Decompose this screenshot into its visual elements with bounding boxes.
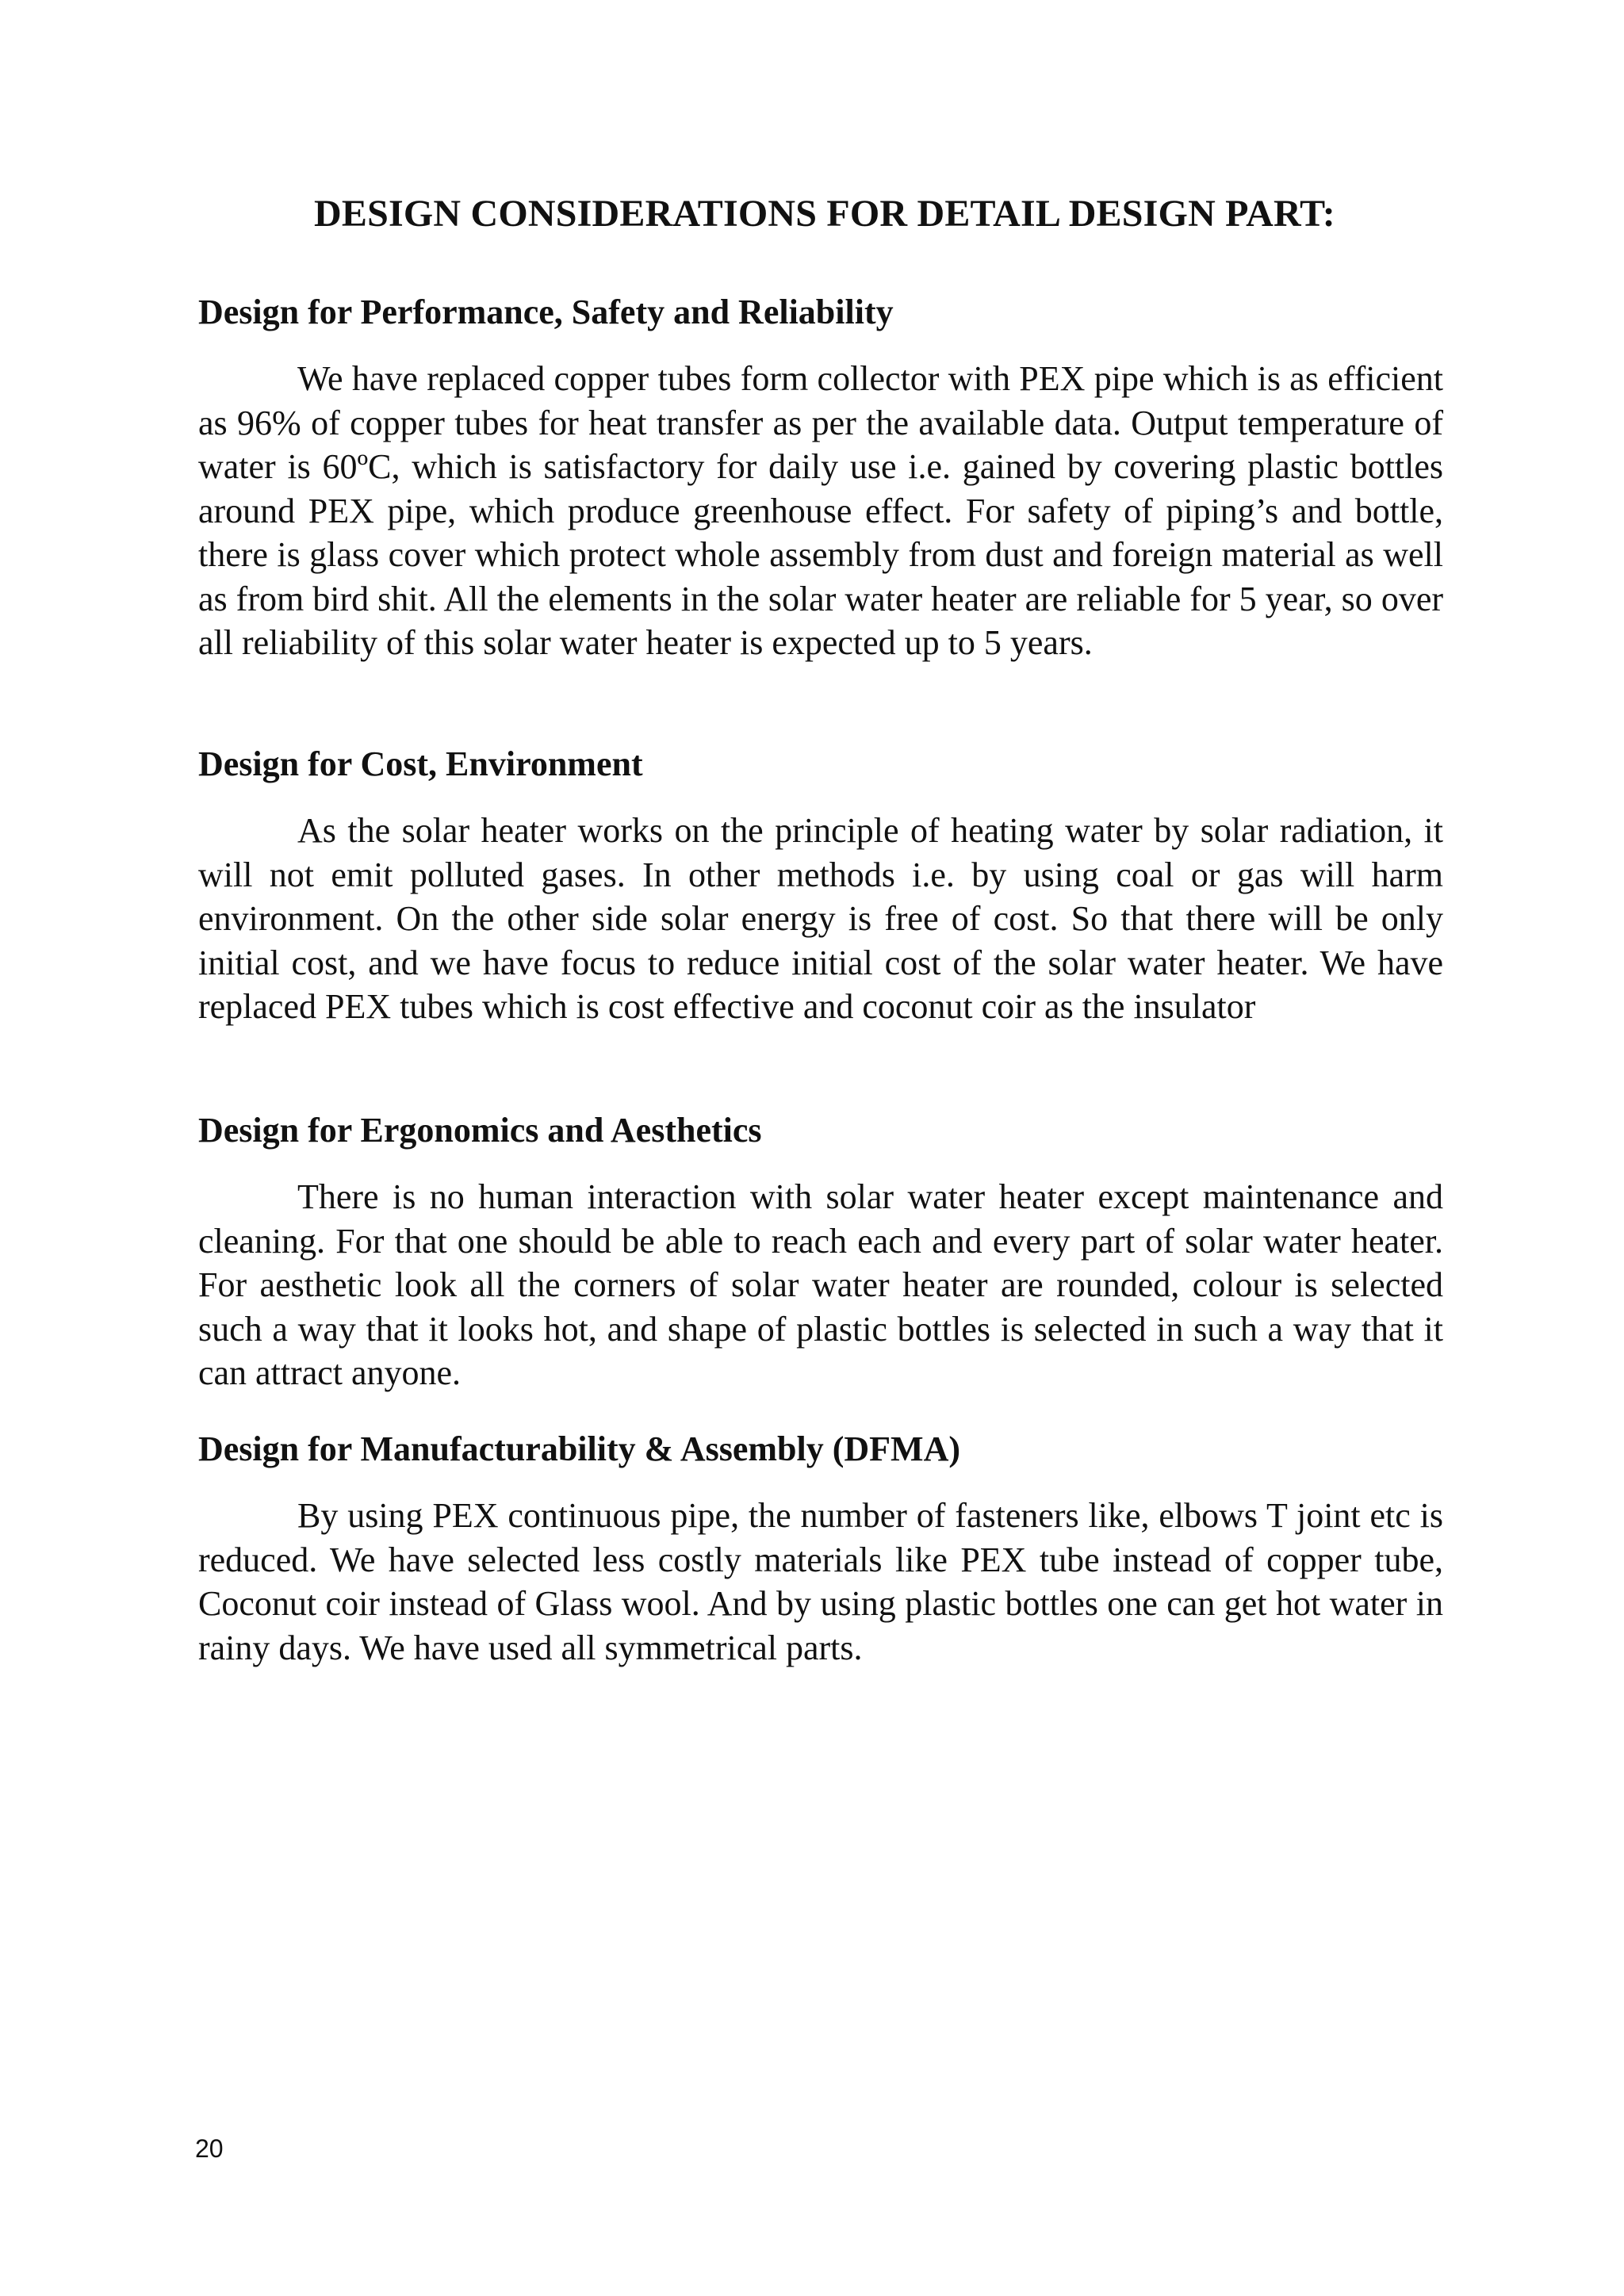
section-body: By using PEX continuous pipe, the number of fasteners like, elbows T joint etc is reduced. We have selected less costly materials like PEX tube instead of copper tube, Coconut coir instead of Glass wool. And by using plastic bottles one can get hot water in rainy days. We have used all symmetrical parts. (198, 1496, 1443, 1667)
page-number: 20 (195, 2134, 224, 2163)
page-title: DESIGN CONSIDERATIONS FOR DETAIL DESIGN PART: (314, 193, 1335, 235)
section-manufacturability-assembly (198, 1427, 1443, 1670)
section-heading: Design for Manufacturability & Assembly (DFMA) (198, 1429, 960, 1468)
section-heading: Design for Cost, Environment (198, 744, 643, 783)
section-body: There is no human interaction with solar water heater except maintenance and cleaning. For that one should be able to reach each and every part of solar water heater. For aesthetic look all the corners of solar water heater are rounded, colour is selected such a way that it looks hot, and shape of plastic bottles is selected in such a way that it can attract anyone. (198, 1177, 1443, 1392)
section-body: As the solar heater works on the principle of heating water by solar radiation, it will not emit polluted gases. In other methods i.e. by using coal or gas will harm environment. On the other side solar energy is free of cost. So that there will be only initial cost, and we have focus to reduce initial cost of the solar water heater. We have replaced PEX tubes which is cost effective and coconut coir as the insulator (198, 811, 1443, 1026)
section-ergonomics-aesthetics (198, 1108, 1443, 1395)
section-body: We have replaced copper tubes form collector with PEX pipe which is as efficient as 96% of copper tubes for heat transfer as per the available data. Output temperature of water is 60ºC, which is satisfactory for daily use i.e. gained by covering plastic bottles around PEX pipe, which produce greenhouse effect. For safety of piping’s and bottle, there is glass cover which protect whole assembly from dust and foreign material as well as from bird shit. All the elements in the solar water heater are reliable for 5 year, so over all reliability of this solar water heater is expected up to 5 years. (198, 359, 1443, 662)
section-heading: Design for Ergonomics and Aesthetics (198, 1111, 762, 1150)
section-heading: Design for Performance, Safety and Reliability (198, 293, 894, 331)
section-cost-environment (198, 742, 1443, 1029)
section-performance-safety-reliability (198, 290, 1443, 665)
